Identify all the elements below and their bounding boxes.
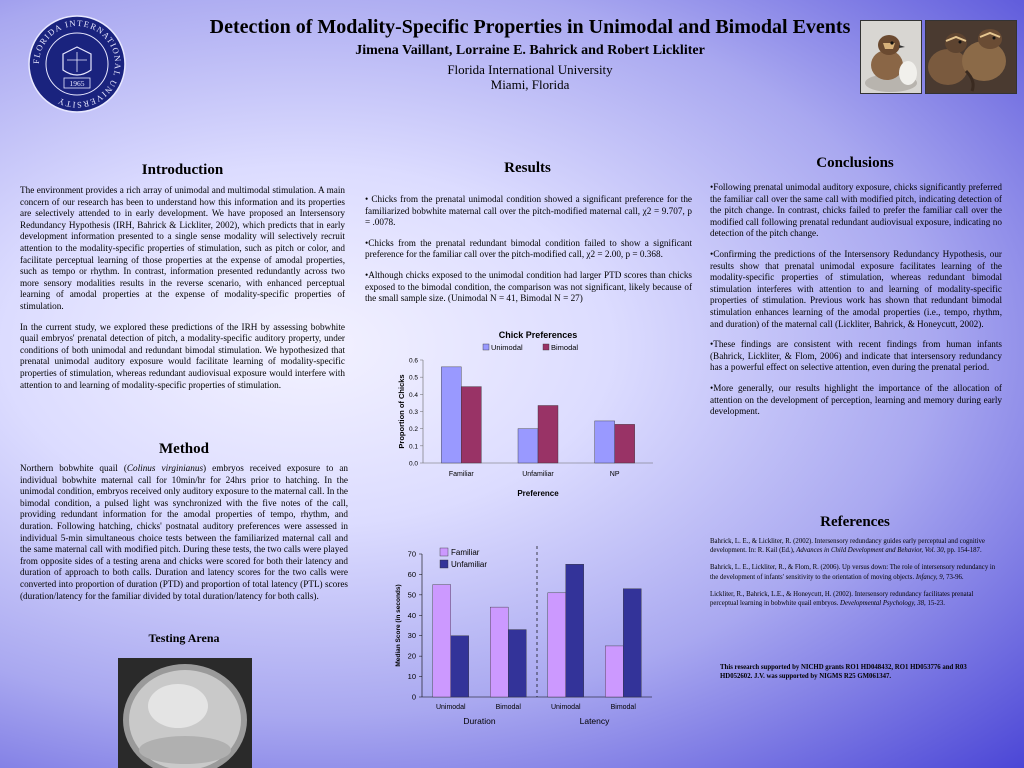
seal-text: FLORIDA INTERNATIONAL UNIVERSITY bbox=[30, 17, 124, 111]
species-name: Colinus virginianus bbox=[126, 463, 204, 473]
chart2-bar bbox=[490, 607, 508, 697]
chart1-bar bbox=[595, 421, 615, 463]
introduction-paragraph-2: In the current study, we explored these predictions of the IRH by assessing bobwhite quail embryos' prenatal detection of pitch, a modality-specific auditory property, under conditions of both unimodal and redundant bimodal stimulation. We hypothesized that prenatal unimodal auditory exposure would facilitate learning of modality-specific properties of stimulation, whereas redundant audiovisual exposure would interfere with attention to and learning of modality-specific properties of stimulation. bbox=[20, 321, 345, 390]
chart1-legend-label: Bimodal bbox=[551, 343, 579, 352]
university-seal bbox=[27, 14, 127, 114]
chart1-x-axis-label: Preference bbox=[517, 489, 559, 498]
chart1-legend-label: Unimodal bbox=[491, 343, 523, 352]
results-heading: Results bbox=[504, 160, 551, 176]
funding-note: This research supported by NICHD grants RO1 HD048432, RO1 HD053776 and R03 HD052602. J.V. was supported by NIGMS R25 GM061347. bbox=[720, 664, 967, 681]
chart1-x-tick-label: Unfamiliar bbox=[522, 471, 554, 478]
reference-2: Bahrick, L. E., Lickliter, R., & Flom, R. (2006). Up versus down: The role of intersensory redundancy in the development of infants' sensitivity to the orientation of moving objects. Infancy, 9, 73-96. bbox=[710, 564, 996, 581]
chart1-y-tick-label: 0.0 bbox=[408, 460, 418, 468]
reference-1: Bahrick, L. E., & Lickliter, R. (2002). Intersensory redundancy guides early perceptual and cognitive development. In: R. Kail (Ed.), Advances in Child Development and Behavior, Vol. 30, pp. 154-187. bbox=[710, 538, 985, 555]
chart2-legend-swatch bbox=[440, 548, 448, 556]
chart1-bar bbox=[615, 424, 635, 463]
seal-year: 1965 bbox=[69, 79, 85, 88]
introduction-paragraph-1: The environment provides a rich array of unimodal and multimodal stimulation. A main concern of our research has been to understand how this information and its properties are selectively attended to in early development. We have proposed an Intersensory Redundancy Hypothesis (IRH, Bahrick & Lickliter, 2002), which predicts that in early development information presented to a single sense modality will selectively recruit attention to the modality-specific properties of stimulation, such as pitch or color, and facilitate perceptual learning of those properties at the expense of amodal properties, such as tempo or rhythm. In contrast, information presented redundantly across two more sensory modalities results in the reverse scenario, with enhanced perceptual learning of amodal properties at the expense of modality-specific properties of stimulation. bbox=[20, 185, 345, 311]
chart1-y-axis-label: Proportion of Chicks bbox=[397, 374, 406, 449]
chart1-bar bbox=[538, 405, 558, 463]
affiliation-location: Miami, Florida bbox=[490, 77, 570, 92]
conclusion-bullet-1: •Following prenatal unimodal auditory exposure, chicks significantly preferred the familiar call over the same call with modified pitch, indicating detection of the pitch change. In contrast, chicks failed to prefer the familiar call over the modified call following prenatal redundant audiovisual exposure, indicating no detection of the pitch change. bbox=[710, 182, 1002, 239]
chick-preferences-chart bbox=[395, 326, 665, 504]
chart2-x-tick-label: Bimodal bbox=[610, 704, 636, 711]
chart2-y-tick-label: 20 bbox=[407, 651, 416, 661]
chart2-bar bbox=[566, 564, 584, 697]
results-bullet-3: •Although chicks exposed to the unimodal condition had larger PTD scores than chicks exposed to the bimodal condition, the comparison was not significant, likely because of the small sample size. (Unimodal N = 41, Bimodal N = 27) bbox=[365, 269, 692, 304]
chart1-legend-swatch bbox=[543, 344, 549, 350]
chart2-bar bbox=[508, 630, 526, 697]
chart2-group-label: Duration bbox=[463, 716, 496, 726]
median-score-chart bbox=[392, 538, 660, 730]
chart2-legend-label: Unfamiliar bbox=[451, 560, 488, 569]
method-heading: Method bbox=[159, 441, 209, 457]
quail-chick-photo-2 bbox=[925, 20, 1017, 94]
chart2-bar bbox=[605, 646, 623, 697]
method-text-start: Northern bobwhite quail ( bbox=[20, 463, 127, 473]
chart1-x-tick-label: Familiar bbox=[448, 471, 474, 478]
references-heading: References bbox=[820, 514, 890, 530]
chart1-x-tick-label: NP bbox=[609, 471, 620, 478]
chart1-y-tick-label: 0.6 bbox=[408, 357, 418, 365]
chart2-legend-label: Familiar bbox=[451, 548, 480, 557]
chart2-bar bbox=[548, 593, 566, 697]
references-list bbox=[710, 537, 1002, 616]
chart1-y-tick-label: 0.4 bbox=[408, 391, 418, 399]
conclusion-bullet-3: •These findings are consistent with recent findings from human infants (Bahrick, Lickliter, & Flom, 2006) and indicate that intersensory redundancy has a powerful effect on selective attention, even during the prenatal period. bbox=[710, 339, 1002, 373]
reference-3: Lickliter, R., Bahrick, L.E., & Honeycutt, H. (2002). Intersensory redundancy facilitates prenatal perceptual learning in bobwhite quail embryos. Developmental Psychology, 38, 15-23. bbox=[710, 590, 974, 608]
method-text bbox=[20, 463, 348, 611]
introduction-heading: Introduction bbox=[141, 162, 224, 178]
results-bullet-1: • Chicks from the prenatal unimodal condition showed a significant preference for the familiarized bobwhite maternal call over the pitch-modified maternal call, χ2 = 9.707, p = .0078. bbox=[365, 194, 692, 228]
testing-arena-heading: Testing Arena bbox=[148, 631, 220, 645]
chart2-y-tick-label: 70 bbox=[407, 549, 416, 559]
chart2-x-tick-label: Unimodal bbox=[435, 704, 466, 711]
chart1-title: Chick Preferences bbox=[498, 330, 578, 340]
chart2-x-tick-label: Bimodal bbox=[495, 704, 521, 711]
chart1-y-tick-label: 0.1 bbox=[408, 443, 418, 451]
chart2-bar bbox=[433, 585, 451, 697]
results-bullet-2: •Chicks from the prenatal redundant bimodal condition failed to show a significant preference for the familiar call over the pitch-modified call, χ2 = 2.00, p = 0.368. bbox=[365, 237, 692, 260]
chart1-y-tick-label: 0.5 bbox=[408, 374, 418, 382]
chart2-y-tick-label: 50 bbox=[407, 590, 416, 600]
poster-title: Detection of Modality-Specific Properties in Unimodal and Bimodal Events bbox=[209, 16, 851, 38]
chart2-y-tick-label: 10 bbox=[407, 672, 416, 682]
chart2-group-label: Latency bbox=[579, 716, 610, 726]
chart2-legend-swatch bbox=[440, 560, 448, 568]
chart2-y-tick-label: 40 bbox=[407, 610, 416, 620]
quail-chick-photo-1 bbox=[860, 20, 922, 94]
affiliation bbox=[200, 62, 860, 92]
chart1-bar bbox=[518, 429, 538, 463]
chart2-bar bbox=[623, 589, 641, 697]
chart1-bar bbox=[441, 367, 461, 463]
affiliation-university: Florida International University bbox=[447, 62, 613, 77]
conclusion-bullet-4: •More generally, our results highlight the importance of the allocation of attention on the development of perception, learning and memory during early development. bbox=[710, 382, 1002, 417]
chart1-y-tick-label: 0.2 bbox=[408, 426, 418, 434]
conclusions-text bbox=[710, 182, 1002, 427]
method-text-end: ) embryos received exposure to an individual bobwhite maternal call for 10min/hr for 24hrs prior to hatching. In the unimodal condition, embryos received only auditory exposure to the maternal call. In the bimodal condition, a pulsed light was synchronized with the five notes of the call, providing redundant information for the amodal properties of tempo, rhythm, and duration. Following hatching, chicks' postnatal auditory preferences were assessed in individual 5-min simultaneous choice tests between the familiarized maternal call and the same maternal call with modified pitch. During these tests, the two calls were played from opposite sides of a testing arena and chicks were scored for both their latency and duration of approach to both calls. Duration and latency scores for the two calls were converted into proportion of duration (PTD) and proportion of total latency (PTL) scores (duration/latency for the familiar divided by total duration/latency for both calls). bbox=[20, 463, 348, 601]
results-text bbox=[365, 194, 692, 314]
conclusion-bullet-2: •Confirming the predictions of the Intersensory Redundancy Hypothesis, our results show that prenatal unimodal exposure facilitates learning of the modality-specific properties of stimulation, whereas redundant bimodal stimulation interferes with attention to and learning of modality-specific properties of stimulation. Previous work has shown that redundant bimodal stimulation enhances learning of the amodal properties (i.e., tempo, rhythm, and duration) of the maternal call (Lickliter, Bahrick, & Honeycutt, 2002). bbox=[710, 248, 1002, 329]
poster-authors: Jimena Vaillant, Lorraine E. Bahrick and Robert Lickliter bbox=[355, 43, 705, 58]
testing-arena-photo bbox=[118, 658, 252, 768]
chart2-x-tick-label: Unimodal bbox=[550, 704, 581, 711]
chart2-y-axis-label: Median Score (in seconds) bbox=[395, 584, 402, 667]
chart1-y-tick-label: 0.3 bbox=[408, 409, 418, 416]
chart2-bar bbox=[451, 636, 469, 697]
chart2-y-tick-label: 0 bbox=[411, 692, 416, 702]
conclusions-heading: Conclusions bbox=[816, 155, 894, 171]
chart1-bar bbox=[461, 387, 481, 463]
introduction-text bbox=[20, 185, 345, 400]
chart2-y-tick-label: 30 bbox=[407, 631, 416, 641]
chart1-legend-swatch bbox=[483, 344, 489, 350]
chart2-y-tick-label: 60 bbox=[407, 569, 416, 579]
